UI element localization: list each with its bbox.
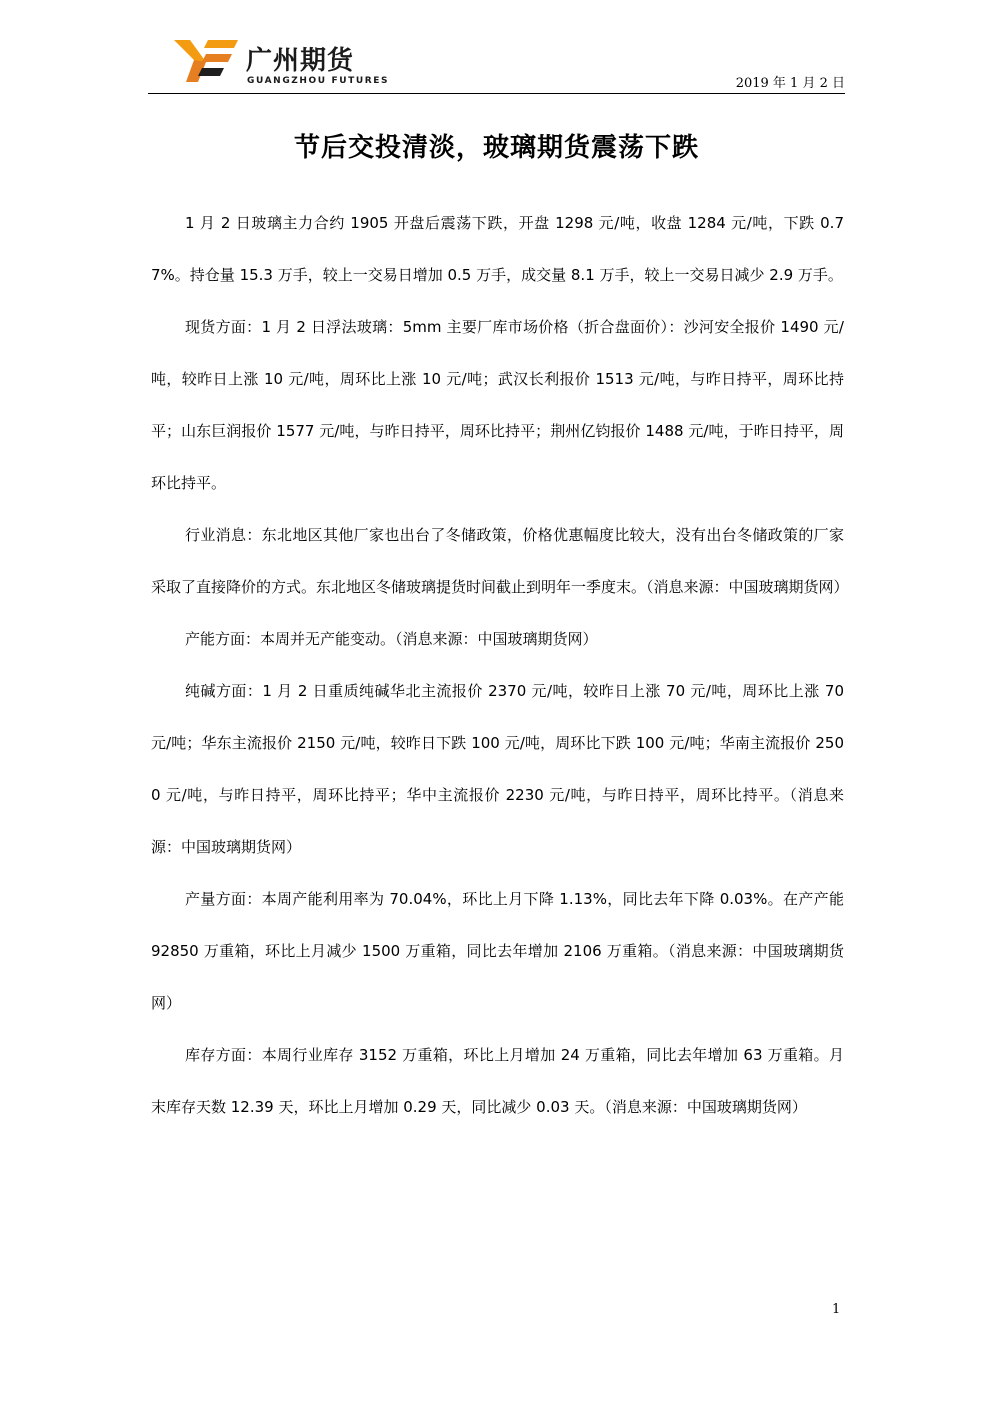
brand-name-en: GUANGZHOU FUTURES — [247, 76, 390, 86]
paragraph-soda-ash: 纯碱方面：1 月 2 日重质纯碱华北主流报价 2370 元/吨，较昨日上涨 70 元/吨，周环比上涨 70 元/吨；华东主流报价 2150 元/吨，较昨日下跌 100 元/吨，周环比下跌 100 元/吨；华南主流报价 2500 元/吨，与昨日持平，周环比持平；华中主流报价 2230 元/吨，与昨日持平，周环比持平。（消息来源：中国玻璃期货网） — [151, 682, 844, 856]
company-logo — [172, 36, 412, 86]
paragraph-output: 产量方面：本周产能利用率为 70.04%，环比上月下降 1.13%，同比去年下降 0.03%。在产产能 92850 万重箱，环比上月减少 1500 万重箱，同比去年增加 2106 万重箱。（消息来源：中国玻璃期货网） — [151, 890, 844, 1012]
article-title: 节后交投清淡，玻璃期货震荡下跌 — [293, 133, 699, 163]
report-date: 2019 年 1 月 2 日 — [735, 76, 845, 91]
paragraph-spot: 现货方面：1 月 2 日浮法玻璃：5mm 主要厂库市场价格（折合盘面价）：沙河安全报价 1490 元/吨，较昨日上涨 10 元/吨，周环比上涨 10 元/吨；武汉长利报价 1513 元/吨，与昨日持平，周环比持平；山东巨润报价 1577 元/吨，与昨日持平，周环比持平；荆州亿钧报价 1488 元/吨，于昨日持平，周环比持平。 — [151, 318, 844, 492]
brand-name-cn: 广州期货 — [246, 46, 355, 76]
paragraph-market-summary: 1 月 2 日玻璃主力合约 1905 开盘后震荡下跌，开盘 1298 元/吨，收盘 1284 元/吨，下跌 0.77%。持仓量 15.3 万手，较上一交易日增加 0.5 万手，成交量 8.1 万手，较上一交易日减少 2.9 万手。 — [151, 214, 844, 284]
paragraph-inventory: 库存方面：本周行业库存 3152 万重箱，环比上月增加 24 万重箱，同比去年增加 63 万重箱。月末库存天数 12.39 天，环比上月增加 0.29 天，同比减少 0.03 天。（消息来源：中国玻璃期货网） — [151, 1046, 844, 1116]
page-header — [148, 30, 845, 94]
header-divider — [148, 93, 845, 94]
paragraph-capacity: 产能方面：本周并无产能变动。（消息来源：中国玻璃期货网） — [185, 630, 598, 648]
page-number: 1 — [832, 1302, 841, 1317]
article-body — [151, 197, 849, 1133]
logo-mark-icon — [172, 36, 242, 86]
paragraph-industry-news: 行业消息：东北地区其他厂家也出台了冬储政策，价格优惠幅度比较大，没有出台冬储政策的厂家采取了直接降价的方式。东北地区冬储玻璃提货时间截止到明年一季度末。（消息来源：中国玻璃期货网） — [151, 526, 849, 596]
